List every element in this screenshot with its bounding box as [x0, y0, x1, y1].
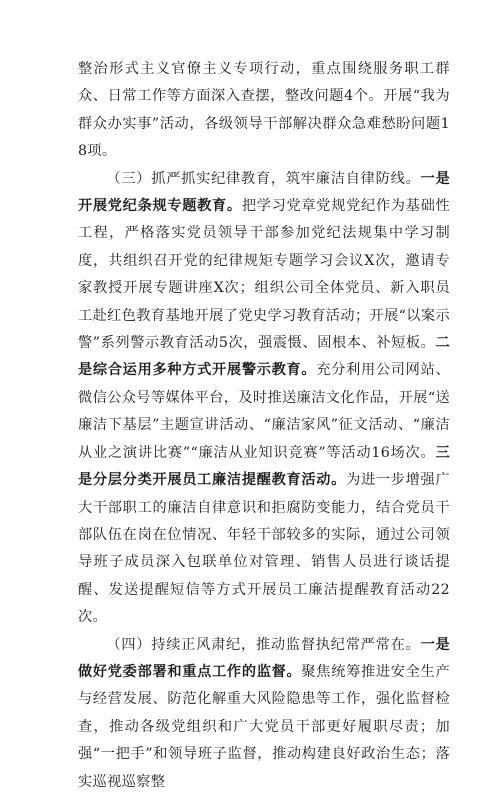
paragraph-text: 聚焦统筹推进安全生产与经营发展、防范化解重大风险隐患等工作，强化监督检查，推动各级党组织和广大党员干部更好履职尽责；加强“一把手”和领导班子监督，推动构建良好政治生态；落实巡视巡察整 [78, 663, 450, 790]
bold-lead-2: 二是综合运用多种方式开展警示教育。 [78, 335, 450, 379]
paragraph-continuation [78, 56, 450, 166]
paragraph-text: 把学习党章党规党纪作为基础性工程，严格落实党员领导干部参加党纪法规集中学习制度，共组织召开党的纪律规矩专题学习会议X次，邀请专家教授开展专题讲座X次；组织公司全体党员、新入职员工赴红色教育基地开展了党史学习教育活动；开展“以案示警”系列警示教育活动5次，强震慑、固根本、补短板。 [78, 198, 450, 352]
section-heading-4: （四）持续正风肃纪，推动监督执纪常严常在。 [106, 636, 421, 653]
bold-lead-3: 三是分层分类开展员工廉洁提醒教育活动。 [78, 444, 450, 489]
section-heading-3: （三）抓严抓实纪律教育，筑牢廉洁自律防线。 [106, 170, 421, 187]
paragraph-discipline-education [78, 166, 450, 632]
bold-lead-1: 一是开展党纪条规专题教育。 [78, 170, 450, 215]
bold-lead-1: 一是做好党委部署和重点工作的监督。 [78, 636, 450, 680]
paragraph-text: 充分利用公司网站、微信公众号等媒体平台，及时推送廉洁文化作品，开展“送廉洁下基层”主题宣讲活动、“廉洁家风”征文活动、“廉洁从业之演讲比赛”“廉洁从业知识竞赛”等活动16场次。 [78, 362, 450, 461]
paragraph-text: 整治形式主义官僚主义专项行动，重点围绕服务职工群众、日常工作等方面深入查摆，整改问题4个。开展“我为群众办实事”活动，各级领导干部解决群众急难愁盼问题18项。 [78, 61, 450, 160]
paragraph-supervision [78, 632, 450, 796]
paragraph-text: 为进一步增强广大干部职工的廉洁自律意识和拒腐防变能力，结合党员干部队伍在岗在位情况、年轻干部较多的实际，通过公司领导班子成员深入包联单位对管理、销售人员进行谈话提醒、发送提醒短信等方式开展员工廉洁提醒教育活动22次。 [78, 472, 450, 626]
